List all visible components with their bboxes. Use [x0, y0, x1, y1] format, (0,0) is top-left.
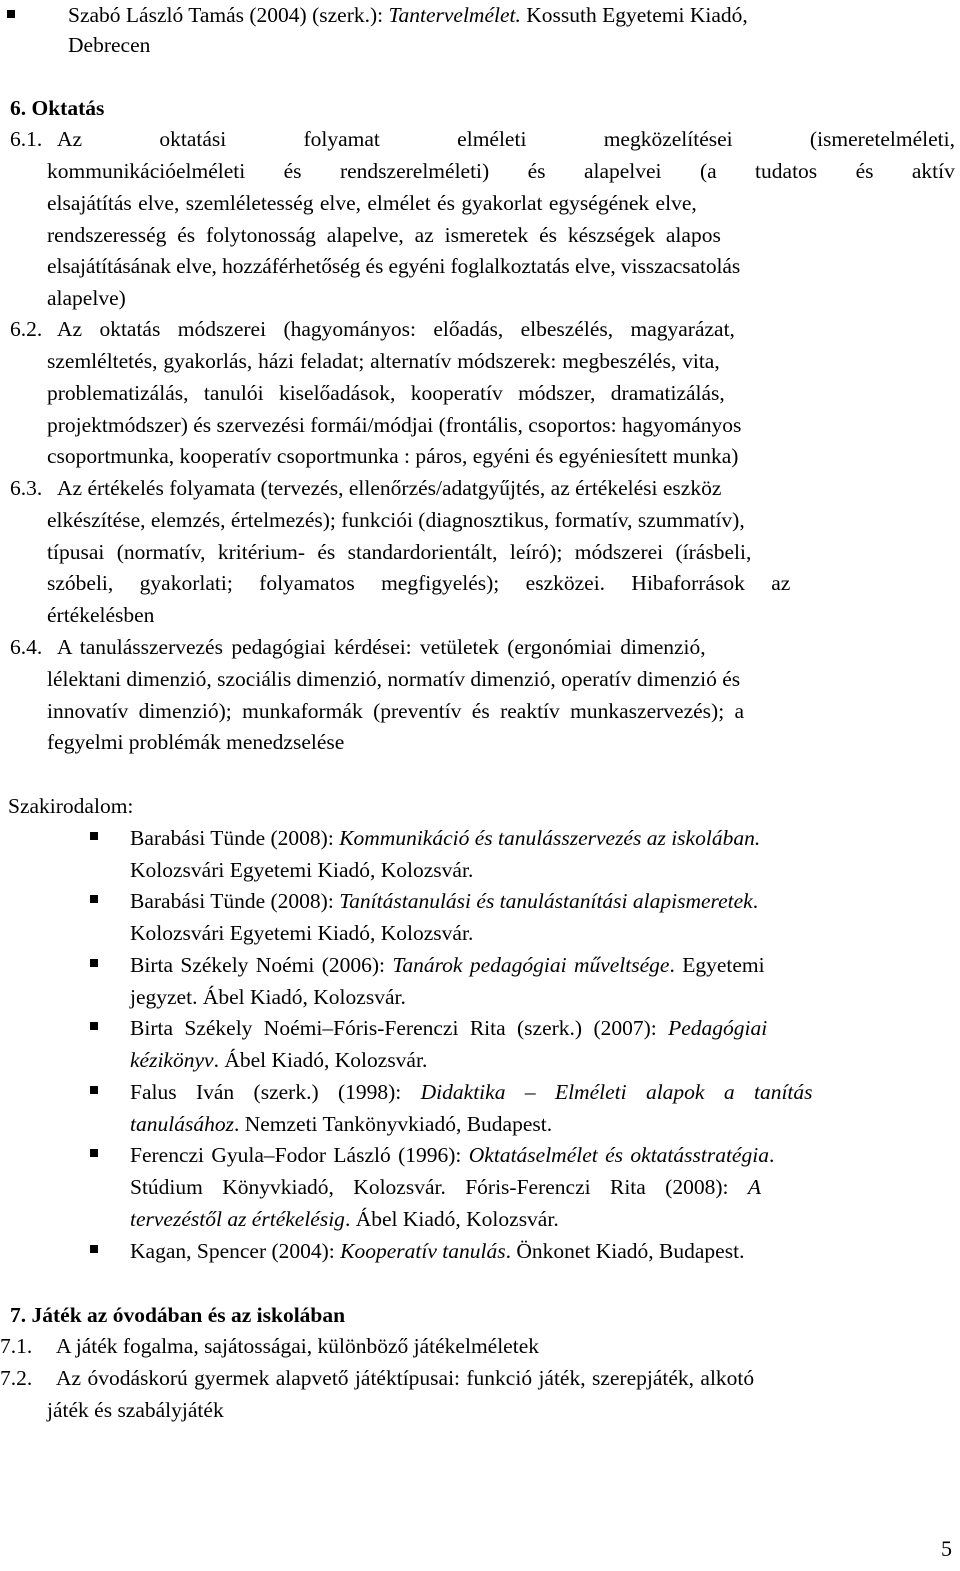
item-6-4-line: innovatív dimenzió); munkaformák (preventív és reaktív munkaszervezés); a — [47, 699, 745, 723]
literature-ref-cont: tervezéstől az értékelésig. Ábel Kiadó, Kolozsvár. — [130, 1207, 559, 1231]
item-6-1-line: elsajátítás elve, szemléletesség elve, elmélet és gyakorlat egységének elve, — [47, 191, 697, 215]
word: és — [283, 159, 302, 183]
literature-ref-cont: jegyzet. Ábel Kiadó, Kolozsvár. — [130, 985, 406, 1009]
item-6-1-number: 6.1. — [10, 127, 43, 151]
item-6-1-line — [57, 124, 955, 156]
literature-ref: Falus Iván (szerk.) (1998): Didaktika – Elméleti alapok a tanítás — [130, 1080, 813, 1104]
section-7-heading: 7. Játék az óvodában és az iskolában — [10, 1303, 346, 1327]
item-6-1-line: rendszeresség és folytonosság alapelve, az ismeretek és készségek alapos — [47, 223, 721, 247]
word: kommunikációelméleti — [47, 159, 246, 183]
item-7-1-number: 7.1. — [0, 1334, 33, 1358]
top-reference-line2: Debrecen — [68, 33, 151, 57]
page-number: 5 — [941, 1536, 952, 1561]
literature-ref: Birta Székely Noémi (2006): Tanárok pedagógiai műveltsége. Egyetemi — [130, 953, 765, 977]
literature-ref: Barabási Tünde (2008): Kommunikáció és tanulásszervezés az iskolában. — [130, 826, 761, 850]
item-7-2-number: 7.2. — [0, 1366, 33, 1390]
item-6-2-line: problematizálás, tanulói kiselőadások, kooperatív módszer, dramatizálás, — [47, 381, 725, 405]
item-7-2-line: Az óvodáskorú gyermek alapvető játéktípusai: funkció játék, szerepjáték, alkotó — [56, 1366, 755, 1390]
literature-ref-cont: kézikönyv. Ábel Kiadó, Kolozsvár. — [130, 1048, 428, 1072]
literature-heading: Szakirodalom: — [8, 794, 134, 818]
literature-ref-cont: Kolozsvári Egyetemi Kiadó, Kolozsvár. — [130, 858, 474, 882]
word: oktatási — [159, 127, 227, 151]
word: megközelítései — [603, 127, 733, 151]
word: (a — [699, 159, 717, 183]
item-6-4-number: 6.4. — [10, 635, 43, 659]
item-6-3-number: 6.3. — [10, 476, 43, 500]
item-6-2-number: 6.2. — [10, 317, 43, 341]
item-6-3-line: szóbeli, gyakorlati; folyamatos megfigyelés); eszközei. Hibaforrások az — [47, 571, 791, 595]
word: tudatos — [755, 159, 818, 183]
item-6-2-line: szemléltetés, gyakorlás, házi feladat; alternatív módszerek: megbeszélés, vita, — [47, 349, 720, 373]
literature-ref-cont: tanulásához. Nemzeti Tankönyvkiadó, Budapest. — [130, 1112, 553, 1136]
item-6-4-line: A tanulásszervezés pedagógiai kérdései: vetületek (ergonómiai dimenzió, — [57, 635, 706, 659]
item-7-1-text: A játék fogalma, sajátosságai, különböző játékelméletek — [56, 1334, 539, 1358]
word: alapelvei — [583, 159, 662, 183]
item-6-2-line: Az oktatás módszerei (hagyományos: előadás, elbeszélés, magyarázat, — [57, 317, 735, 341]
literature-ref-cont: Kolozsvári Egyetemi Kiadó, Kolozsvár. — [130, 921, 474, 945]
word: elméleti — [457, 127, 527, 151]
item-7-2-line: játék és szabályjáték — [47, 1398, 224, 1422]
bullet-icon — [90, 1149, 98, 1157]
item-6-3-line: Az értékelés folyamata (tervezés, ellenőrzés/adatgyűjtés, az értékelési eszköz — [57, 476, 722, 500]
top-reference-line1: Szabó László Tamás (2004) (szerk.): Tantervelmélet. Kossuth Egyetemi Kiadó, — [68, 3, 748, 27]
word: és — [527, 159, 546, 183]
item-6-3-line: elkészítése, elemzés, értelmezés); funkciói (diagnosztikus, formatív, szummatív), — [47, 508, 745, 532]
bullet-icon — [90, 1022, 98, 1030]
bullet-icon — [90, 895, 98, 903]
literature-ref: Kagan, Spencer (2004): Kooperatív tanulás. Önkonet Kiadó, Budapest. — [130, 1239, 745, 1263]
word: és — [855, 159, 874, 183]
item-6-1-line: alapelve) — [47, 286, 126, 310]
item-6-3-line: típusai (normatív, kritérium- és standardorientált, leíró); módszerei (írásbeli, — [47, 540, 752, 564]
bullet-icon — [90, 1086, 98, 1094]
literature-ref-cont: Stúdium Könyvkiadó, Kolozsvár. Fóris-Ferenczi Rita (2008): A — [130, 1175, 761, 1199]
item-6-4-line: fegyelmi problémák menedzselése — [47, 730, 345, 754]
word: folyamat — [303, 127, 380, 151]
item-6-3-line: értékelésben — [47, 603, 155, 627]
bullet-icon — [7, 10, 15, 18]
bullet-icon — [90, 832, 98, 840]
word: aktív — [911, 159, 955, 183]
section-6-heading: 6. Oktatás — [10, 96, 105, 120]
literature-ref: Birta Székely Noémi–Fóris-Ferenczi Rita (szerk.) (2007): Pedagógiai — [130, 1016, 768, 1040]
literature-ref: Ferenczi Gyula–Fodor László (1996): Oktatáselmélet és oktatásstratégia. — [130, 1143, 775, 1167]
item-6-2-line: projektmódszer) és szervezési formái/módjai (frontális, csoportos: hagyományos — [47, 413, 742, 437]
item-6-2-line: csoportmunka, kooperatív csoportmunka : páros, egyéni és egyéniesített munka) — [47, 444, 739, 468]
literature-ref: Barabási Tünde (2008): Tanítástanulási és tanulástanítási alapismeretek. — [130, 889, 759, 913]
item-6-1-line: elsajátításának elve, hozzáférhetőség és egyéni foglalkoztatás elve, visszacsatolás — [47, 254, 741, 278]
word: (ismeretelméleti, — [809, 127, 955, 151]
bullet-icon — [90, 959, 98, 967]
word: rendszerelméleti) — [339, 159, 490, 183]
item-6-1-line — [47, 156, 955, 188]
item-6-4-line: lélektani dimenzió, szociális dimenzió, normatív dimenzió, operatív dimenzió és — [47, 667, 741, 691]
bullet-icon — [90, 1245, 98, 1253]
word: Az — [57, 127, 83, 151]
